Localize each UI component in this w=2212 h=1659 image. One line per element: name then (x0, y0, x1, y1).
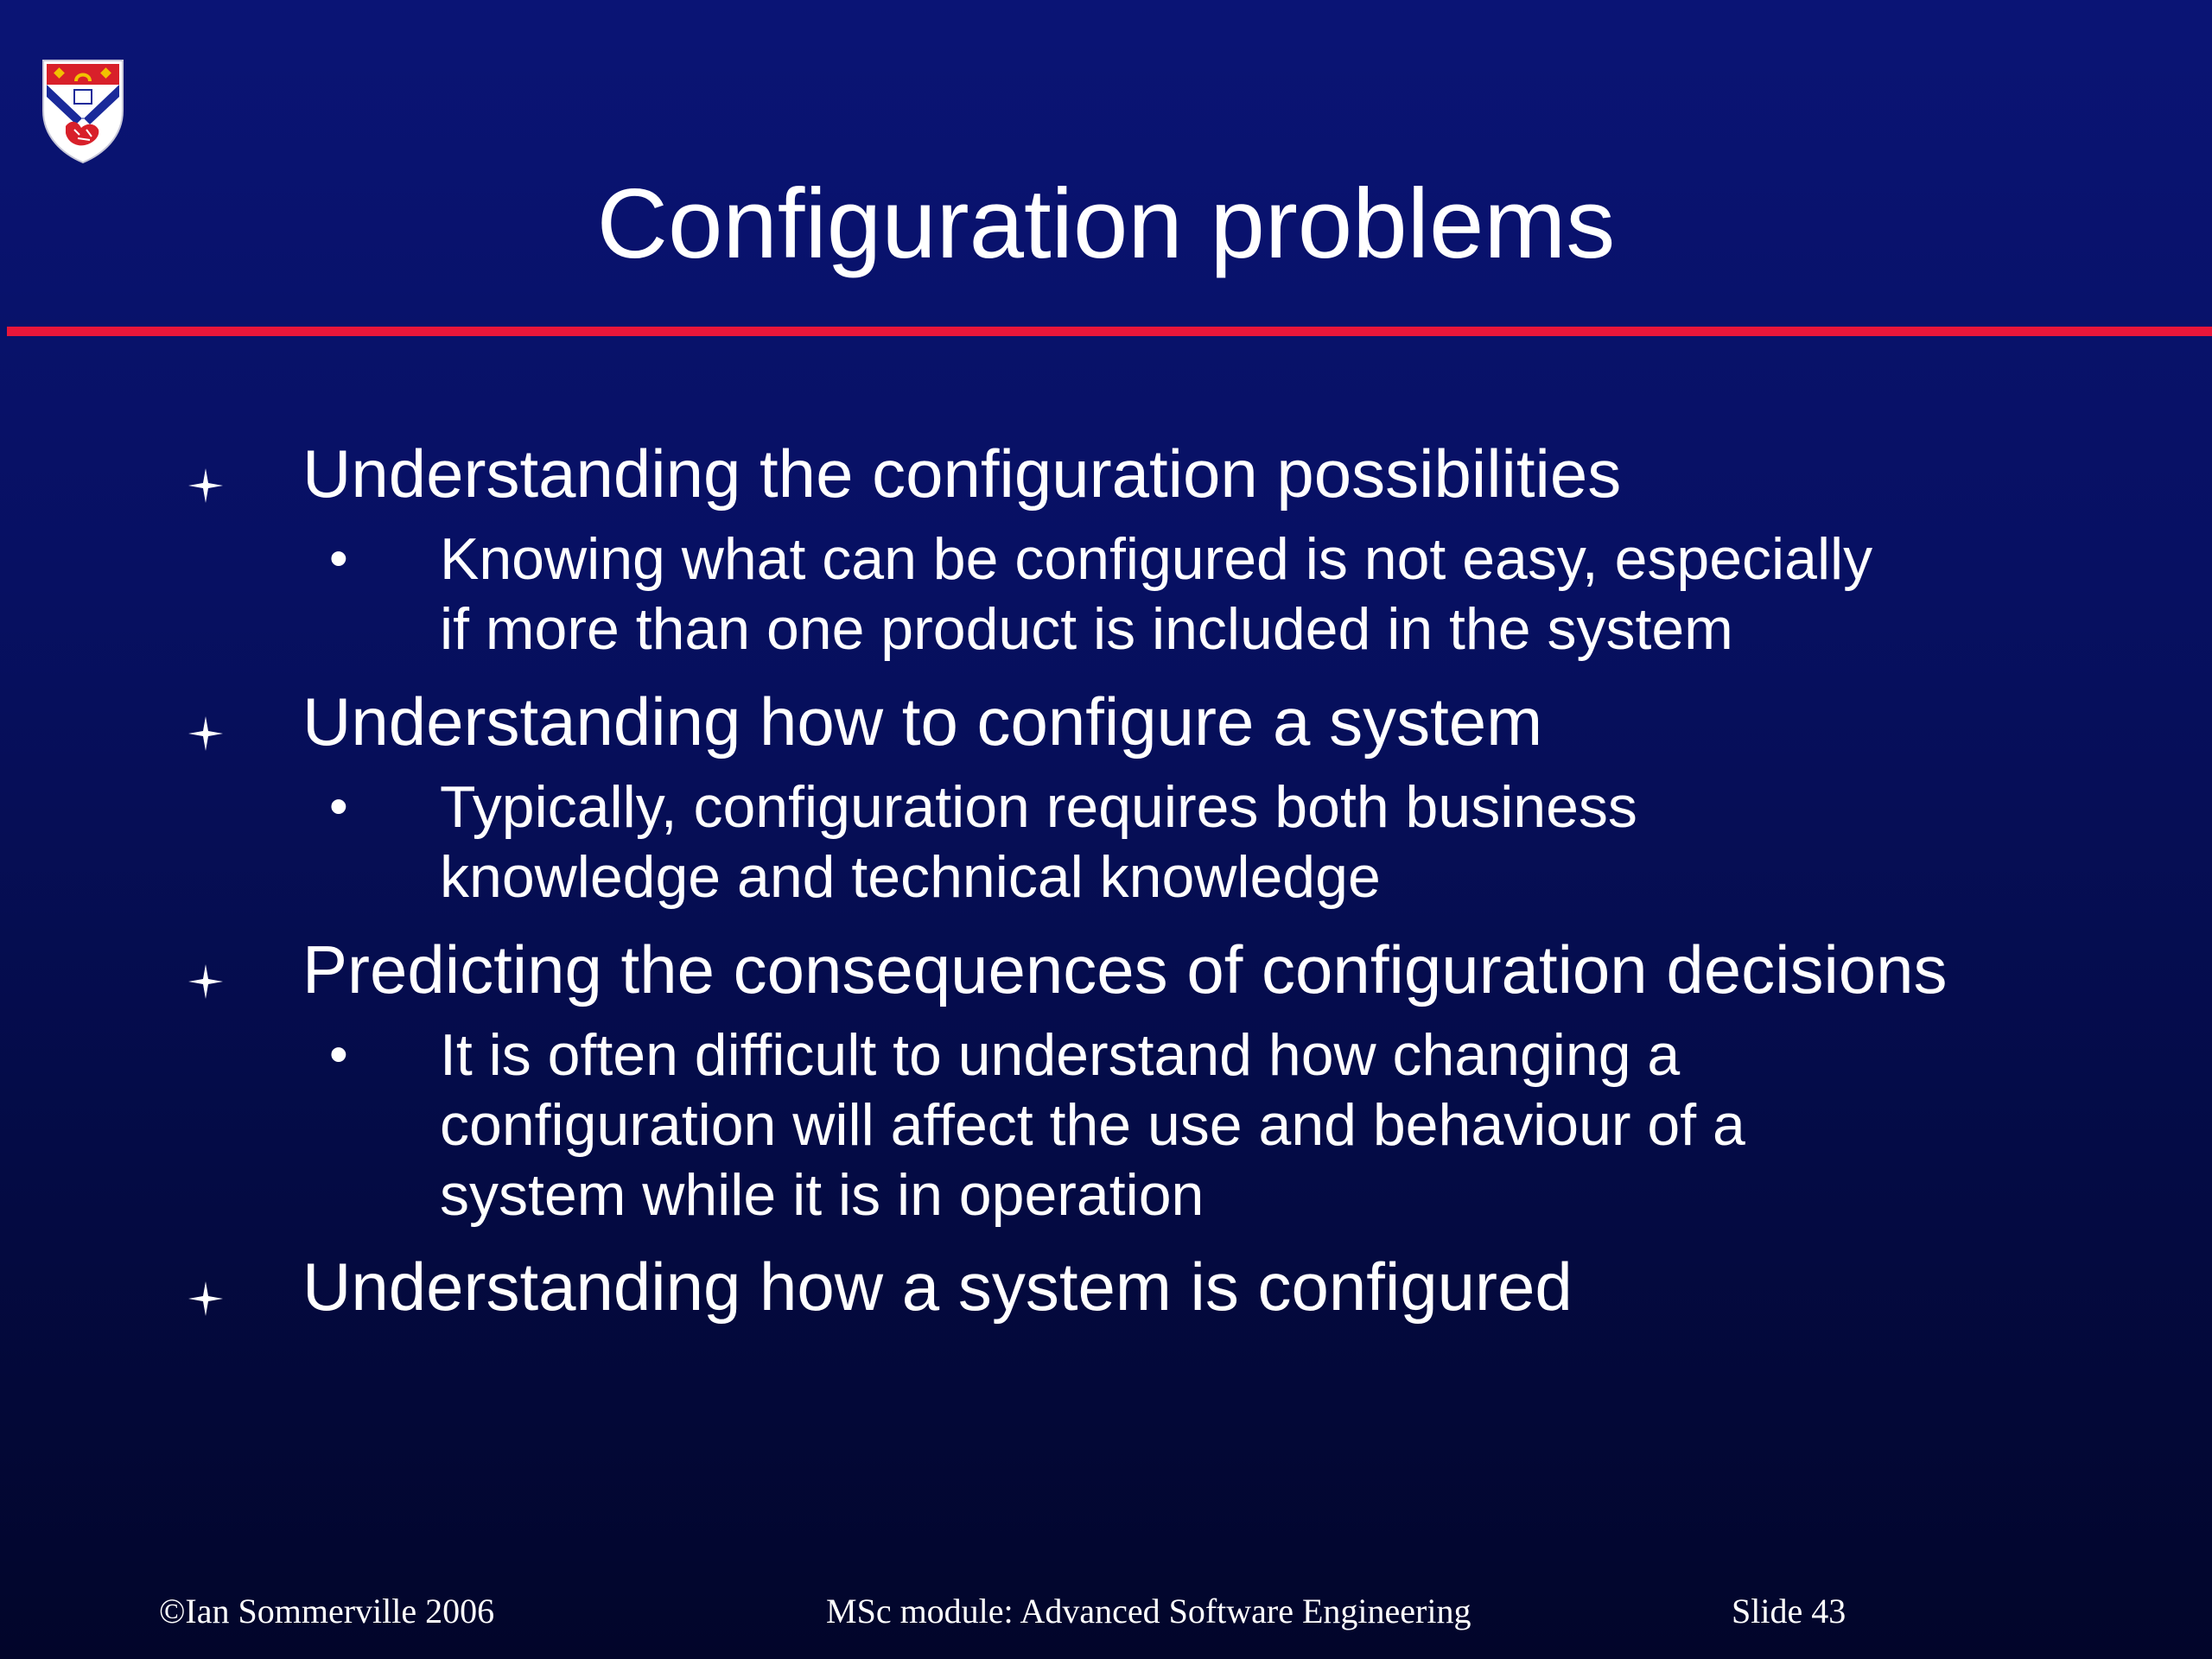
sub-bullet-3-dot: • (329, 1025, 348, 1084)
four-point-star-icon (185, 961, 226, 1002)
university-crest-icon (40, 57, 126, 164)
slide-title: Configuration problems (596, 169, 1616, 279)
sub-bullet-1-dot: • (329, 529, 348, 588)
sub-bullet-2-dot: • (329, 777, 348, 836)
sub-bullet-3-text: It is often difficult to understand how changing a configuration will affect the use and behaviour of a system while it is in operation (440, 1022, 1745, 1228)
footer-module: MSc module: Advanced Software Engineering (826, 1592, 1471, 1630)
four-point-star-icon (185, 465, 226, 506)
sub-bullet-2-text: Typically, configuration requires both business knowledge and technical knowledge (440, 774, 1637, 910)
bullet-3-text: Predicting the consequences of configuration decisions (302, 931, 1948, 1007)
four-point-star-icon (185, 713, 226, 754)
bullet-1-text: Understanding the configuration possibilities (302, 435, 1622, 512)
sub-bullet-1-text: Knowing what can be configured is not easy, especially if more than one product is included in the system (440, 526, 1873, 662)
four-point-star-icon (185, 1278, 226, 1319)
footer-slide-number: Slide 43 (1732, 1592, 1847, 1630)
title-divider (7, 327, 2212, 336)
bullet-2-text: Understanding how to configure a system (302, 683, 1543, 760)
footer-copyright: ©Ian Sommerville 2006 (159, 1592, 495, 1630)
bullet-4-text: Understanding how a system is configured (302, 1249, 1573, 1325)
